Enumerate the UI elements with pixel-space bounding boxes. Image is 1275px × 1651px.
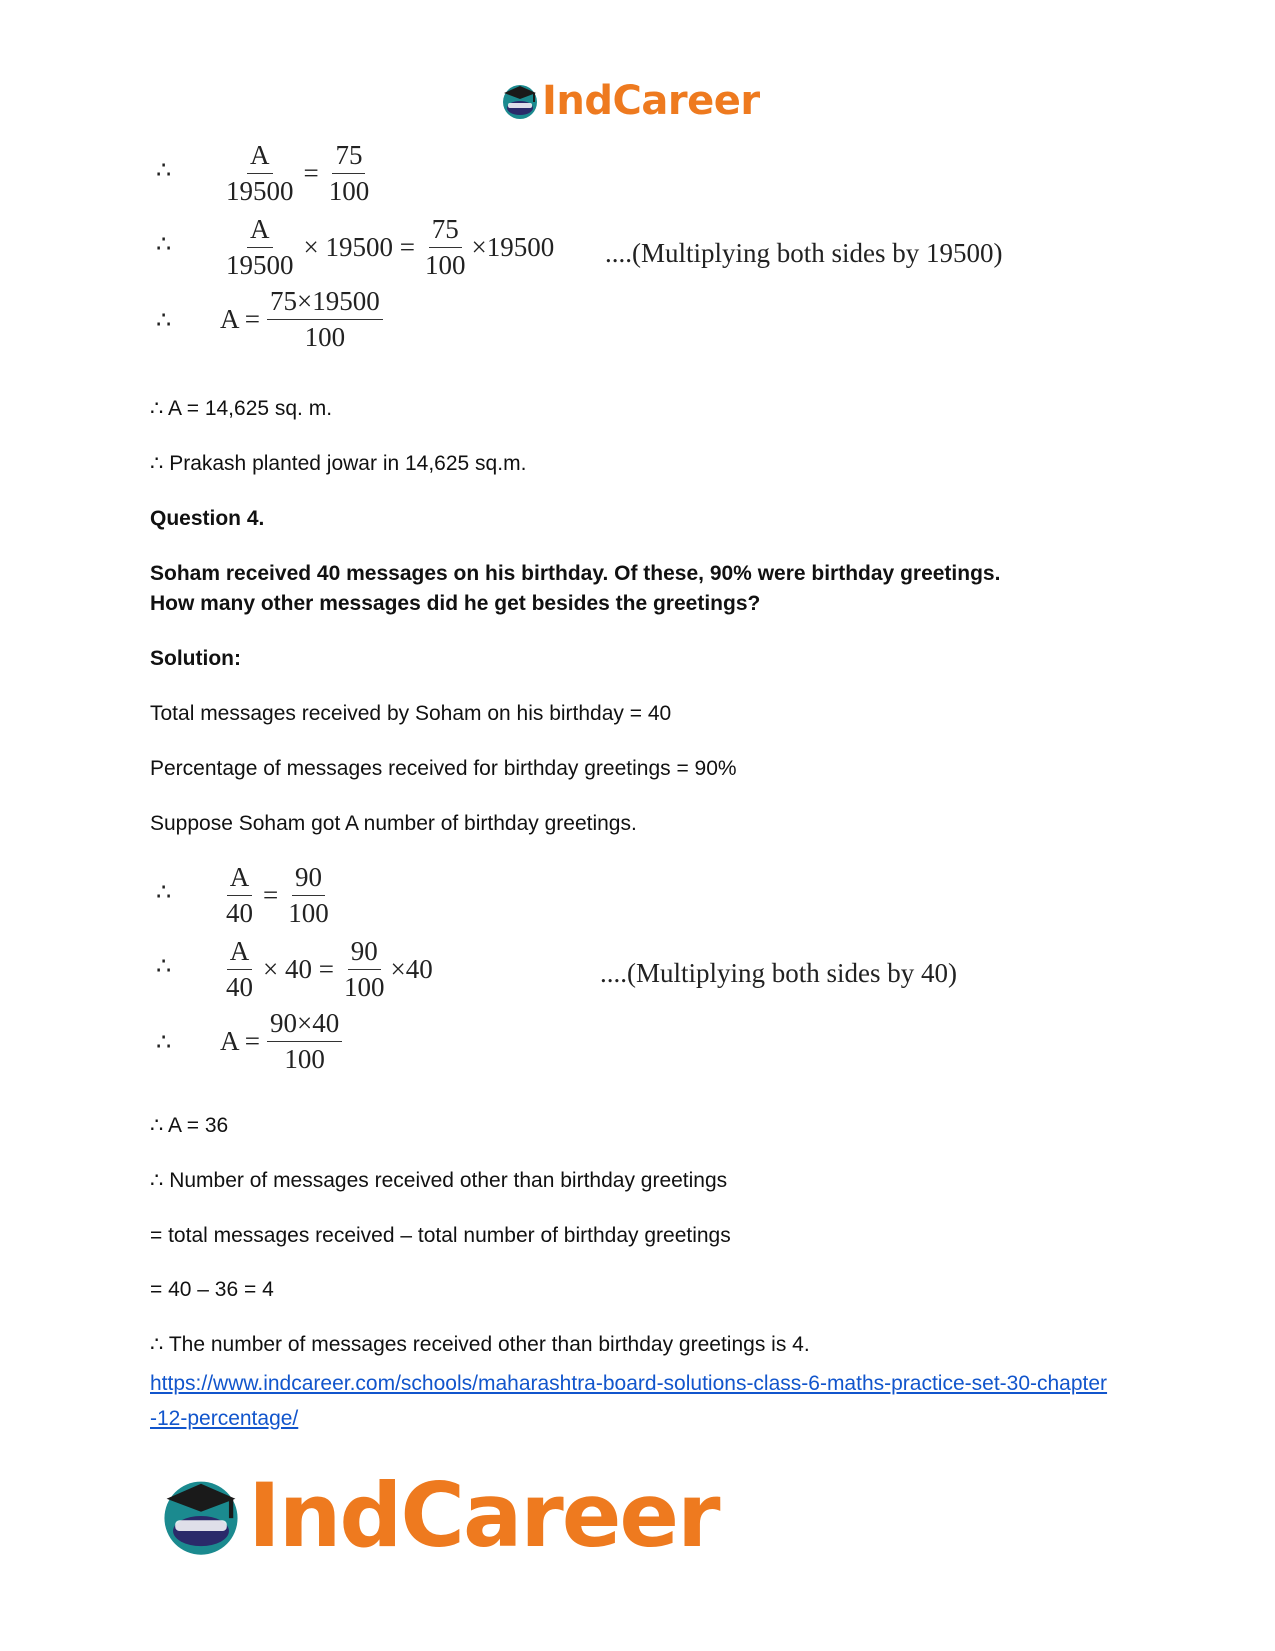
footer-logo — [158, 1464, 719, 1567]
math-note: ....(Multiplying both sides by 19500) — [605, 238, 1003, 268]
math-row: ∴ $\frac{A}{19500}$ × 19500 = $\frac{75}{100}$ ×19500 — [156, 214, 555, 281]
graduation-cap-icon — [158, 1473, 244, 1559]
fraction: $\frac{90}{100}$ — [288, 862, 329, 929]
conclusion-line: ∴ Number of messages received other than birthday greetings — [150, 1169, 728, 1192]
conclusion-line: ∴ The number of messages received other than birthday greetings is 4. — [150, 1333, 810, 1356]
fraction: $\frac{A}{19500}$ — [226, 140, 294, 207]
fraction: $\frac{90}{100}$ — [343, 936, 385, 1003]
result-line: ∴ A = 14,625 sq. m. — [150, 397, 333, 420]
source-link[interactable]: https://www.indcareer.com/schools/maharashtra-board-solutions-class-6-maths-practice-set-30-chapter-12-percentage/ — [150, 1372, 1108, 1430]
logo-text: IndCareer — [542, 78, 760, 124]
therefore-symbol: ∴ — [156, 232, 172, 258]
solution-line: = total messages received – total number of birthday greetings — [150, 1224, 731, 1247]
fraction: $\frac{75\times 19500}{100}$ — [267, 286, 383, 353]
fraction: $\frac{75}{100}$ — [424, 214, 466, 281]
math-row: ∴ A = $\frac{75\times 19500}{100}$ — [150, 286, 386, 353]
result-line: ∴ A = 36 — [150, 1114, 229, 1137]
header-logo — [500, 78, 760, 124]
solution-line: Suppose Soham got A number of birthday greetings. — [150, 812, 637, 835]
math-row: ∴ A = $\frac{90\times 40}{100}$ — [150, 1008, 345, 1075]
therefore-symbol: ∴ — [156, 308, 172, 334]
graduation-cap-icon — [500, 81, 540, 121]
solution-line: Percentage of messages received for birthday greetings = 90% — [150, 757, 737, 780]
conclusion-line: ∴ Prakash planted jowar in 14,625 sq.m. — [150, 452, 527, 475]
question-text: Soham received 40 messages on his birthday. Of these, 90% were birthday greetings. — [150, 562, 1001, 585]
fraction: $\frac{75}{100}$ — [328, 140, 370, 207]
fraction: $\frac{90\times 40}{100}$ — [267, 1008, 342, 1075]
fraction: $\frac{A}{40}$ — [226, 862, 253, 929]
therefore-symbol: ∴ — [156, 158, 172, 184]
solution-line: Total messages received by Soham on his birthday = 40 — [150, 702, 672, 725]
math-row: ∴ $\frac{A}{19500}$ = $\frac{75}{100}$ — [150, 140, 375, 207]
therefore-symbol: ∴ — [156, 1030, 172, 1056]
math-row: ∴ $\frac{A}{40}$ × 40 = $\frac{90}{100}$ ×40 — [156, 936, 433, 1003]
question-heading: Question 4. — [150, 507, 265, 530]
math-note: ....(Multiplying both sides by 40) — [600, 958, 957, 988]
math-row: ∴ $\frac{A}{40}$ = $\frac{90}{100}$ — [150, 862, 335, 929]
therefore-symbol: ∴ — [156, 880, 172, 906]
fraction: $\frac{A}{40}$ — [226, 936, 253, 1003]
fraction: $\frac{A}{19500}$ — [226, 214, 294, 281]
question-text: How many other messages did he get besides the greetings? — [150, 592, 761, 615]
therefore-symbol: ∴ — [156, 954, 172, 980]
solution-heading: Solution: — [150, 647, 241, 670]
solution-line: = 40 – 36 = 4 — [150, 1278, 274, 1301]
logo-text: IndCareer — [248, 1464, 719, 1567]
